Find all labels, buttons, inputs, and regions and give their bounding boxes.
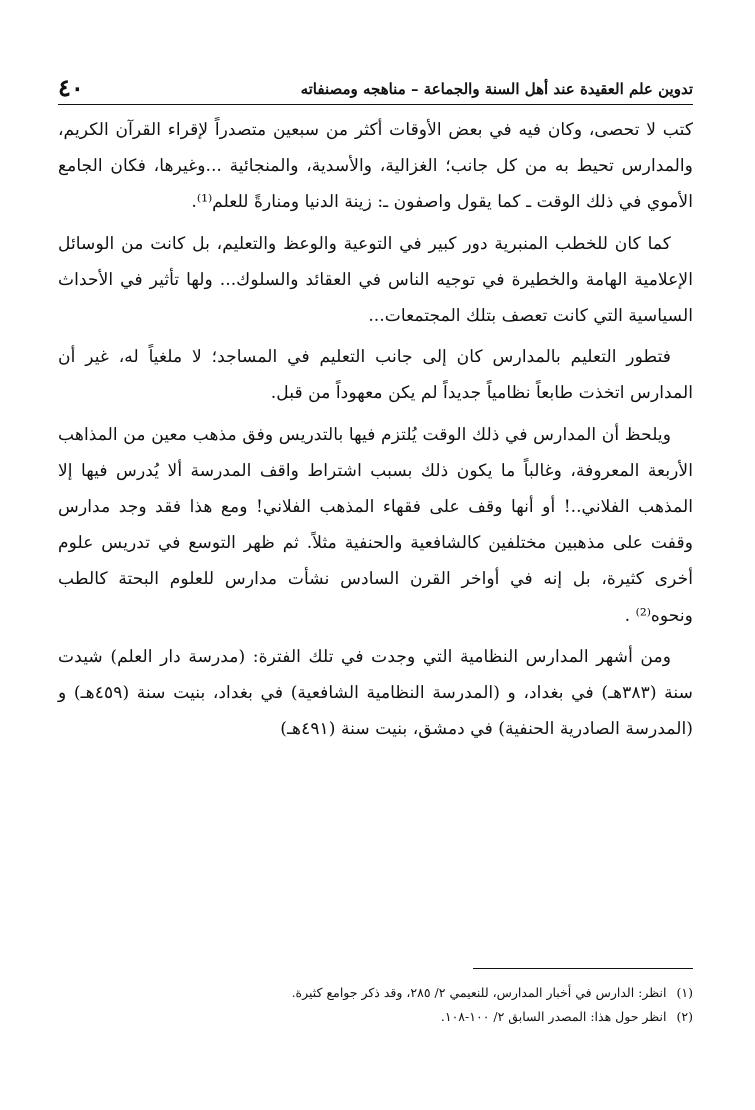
paragraph-1: كتب لا تحصى، وكان فيه في بعض الأوقات أكثر من سبعين متصدراً لإقراء القرآن الكريم، والمدارس تحيط به من كل جانب؛ الغزالية، والأسدية، والمنجائية ...وغيرها، فكان الجامع الأموي في ذلك الوقت ـ كما يقول واصفون ـ: زينة الدنيا ومنارةً للعلم⁽¹⁾. xyxy=(58,120,693,213)
footnote-mark: (١) xyxy=(676,985,693,1000)
paragraph-2: كما كان للخطب المنبرية دور كبير في التوعية والوعظ والتعليم، بل كانت من الوسائل الإعلامية الهامة والخطيرة في توجيه الناس في العقائد والسلوك... ولها تأثير في الأحداث السياسية التي كانت تعصف بتلك المجتمعات... xyxy=(58,233,693,327)
footnote-1 xyxy=(58,984,693,1002)
footnote-mark: (٢) xyxy=(676,1009,693,1024)
paragraph-4: ويلحظ أن المدارس في ذلك الوقت يُلتزم فيها بالتدريس وفق مذهب معين من المذاهب الأربعة المعروفة، وغالباً ما يكون ذلك بسبب اشتراط واقف المدرسة ألا يُدرس فيها إلا المذهب الفلاني..! أو أنها وقف على فقهاء المذهب الفلاني! ومع هذا فقد وجد مدارس وقفت على مذهبين مختلفين كالشافعية والحنفية مثلاً. ثم ظهر التوسع في تدريس علوم أخرى كثيرة، بل إنه في أواخر القرن السادس نشأت مدارس للعلوم البحتة كالطب ونحوه⁽²⁾ . xyxy=(58,424,693,626)
body-text xyxy=(58,112,693,752)
paragraph-3: فتطور التعليم بالمدارس كان إلى جانب التعليم في المساجد؛ لا ملغياً له، غير أن المدارس اتخذت طابعاً نظامياً جديداً لم يكن معهوداً من قبل. xyxy=(58,347,693,404)
header-rule xyxy=(58,104,693,105)
footnote-text: انظر حول هذا: المصدر السابق ٢/ ١٠٠-١٠٨. xyxy=(440,1009,667,1024)
running-title: تدوين علم العقيدة عند أهل السنة والجماعة – مناهجه ومصنفاته xyxy=(300,80,693,98)
footnote-separator xyxy=(473,968,693,969)
page-header xyxy=(58,66,693,100)
footnote-2 xyxy=(58,1008,693,1026)
footnotes xyxy=(58,984,693,1032)
paragraph-5: ومن أشهر المدارس النظامية التي وجدت في تلك الفترة: (مدرسة دار العلم) شيدت سنة (٣٨٣هـ) في بغداد، و (المدرسة النظامية الشافعية) في بغداد، بنيت سنة (٤٥٩هـ) و (المدرسة الصادرية الحنفية) في دمشق، بنيت سنة (٤٩١هـ) xyxy=(58,646,693,740)
page-number: ٤٠ xyxy=(58,73,84,102)
footnote-text: انظر: الدارس في أخبار المدارس، للنعيمي ٢/ ٢٨٥، وقد ذكر جوامع كثيرة. xyxy=(291,985,667,1000)
